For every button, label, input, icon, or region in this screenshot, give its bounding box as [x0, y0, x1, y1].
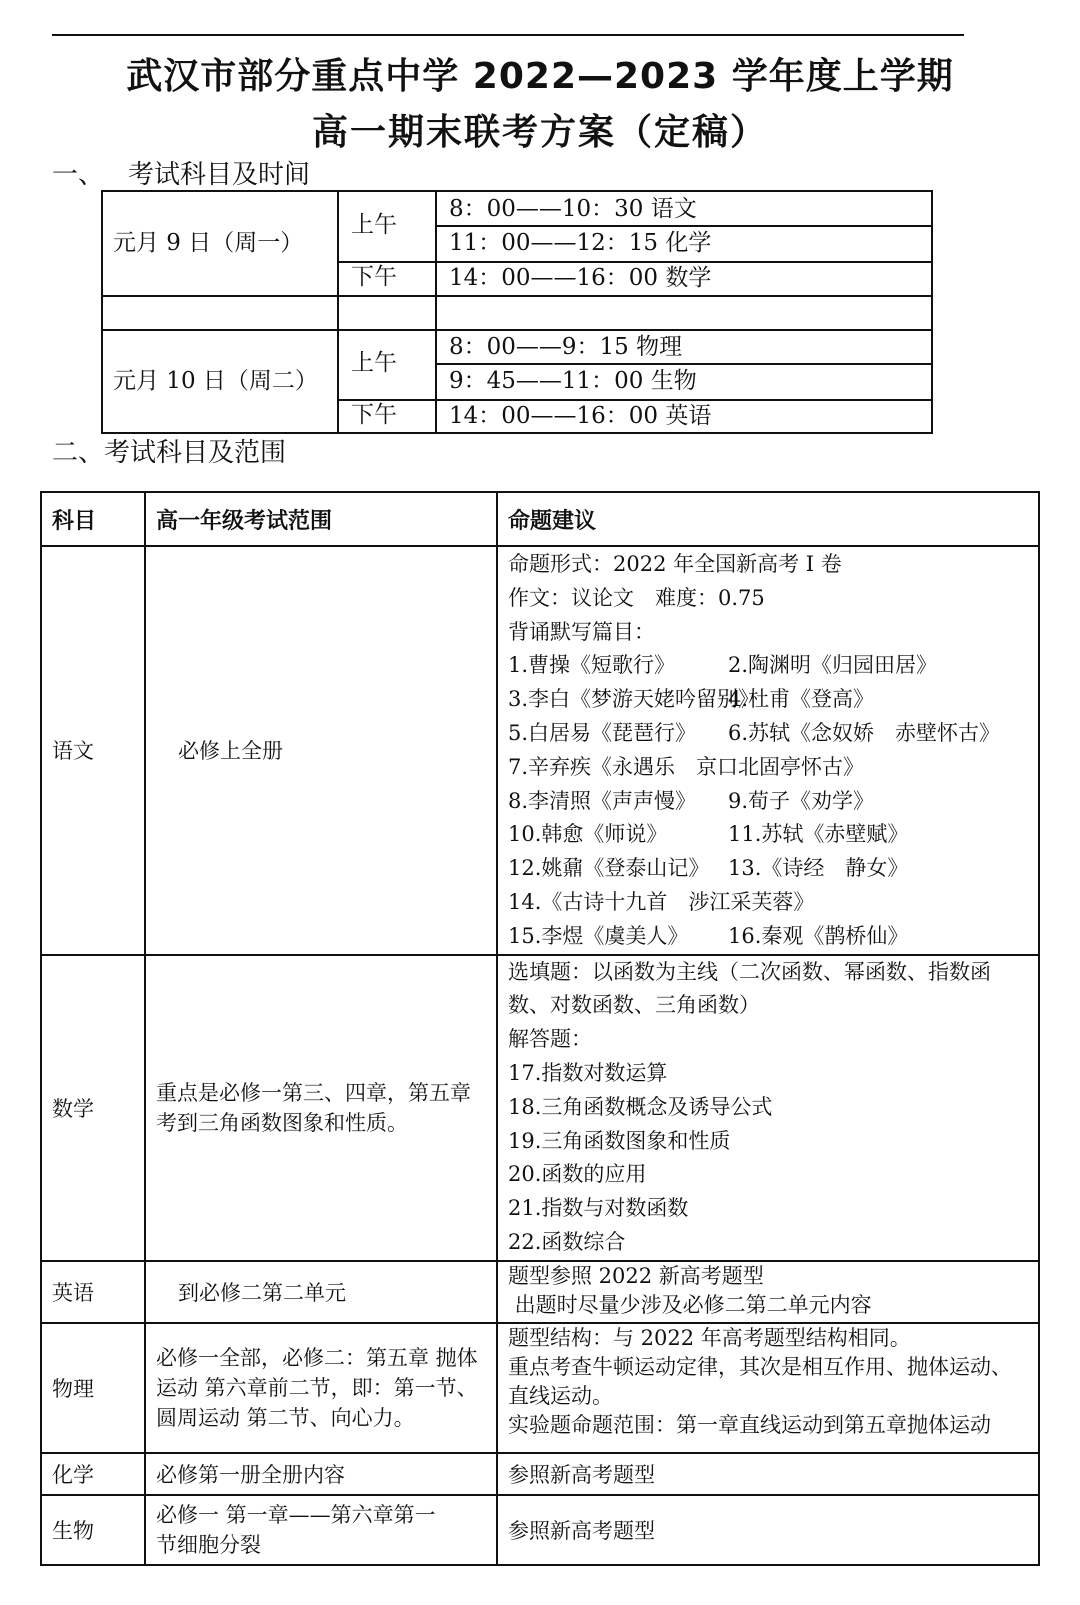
range-text: 重点是必修一第三、四章，第五章考到三角函数图象和性质。 — [156, 1080, 471, 1135]
grid-line — [435, 363, 931, 365]
suggestion-line: 20.函数的应用 — [508, 1162, 647, 1187]
recitation-item: 14.《古诗十九首 涉江采芙蓉》 — [508, 889, 815, 914]
header-range: 高一年级考试范围 — [145, 492, 497, 546]
top-rule — [52, 34, 964, 36]
table-row — [41, 1495, 1039, 1565]
day1-date: 元月 9 日（周一） — [113, 230, 304, 256]
suggestion-line: 18.三角函数概念及诱导公式 — [508, 1094, 773, 1119]
recitation-item: 7.辛弃疾《永遇乐 京口北固亭怀古》 — [508, 754, 865, 779]
suggestion-line: 背诵默写篇目： — [508, 619, 655, 644]
exam-scope-table — [40, 491, 1040, 1566]
grid-line — [435, 225, 931, 227]
document-subtitle: 高一期末联考方案（定稿） — [311, 112, 768, 153]
recitation-pair — [508, 751, 1028, 785]
range-text: 必修一 第一章——第六章第一节细胞分裂 — [156, 1502, 436, 1557]
suggestion-cell — [497, 1323, 1039, 1453]
range-cell — [145, 1261, 497, 1323]
day2-pm-label: 下午 — [351, 402, 397, 428]
subject-cell: 化学 — [41, 1453, 145, 1495]
section-2-heading: 二、考试科目及范围 — [52, 438, 287, 468]
grid-line — [103, 329, 931, 331]
recitation-item: 10.韩愈《师说》 — [508, 822, 668, 847]
range-cell — [145, 546, 497, 955]
exam-schedule-table — [101, 190, 933, 434]
recitation-pair — [508, 785, 1028, 819]
suggestion-line: 直线运动。 — [508, 1383, 613, 1408]
grid-line — [337, 261, 931, 263]
grid-line — [337, 399, 931, 401]
day1-slot-1: 8：00——10：30 语文 — [449, 196, 697, 222]
recitation-item: 11.苏轼《赤壁赋》 — [728, 822, 909, 847]
range-cell — [145, 1323, 497, 1453]
suggestion-cell — [497, 955, 1039, 1261]
recitation-pair — [508, 886, 1028, 920]
recitation-item: 15.李煜《虞美人》 — [508, 923, 689, 948]
suggestion-cell: 参照新高考题型 — [497, 1495, 1039, 1565]
recitation-item: 3.李白《梦游天姥吟留别》 — [508, 687, 760, 712]
section-1-number: 一、 — [52, 160, 105, 190]
subject-cell: 英语 — [41, 1261, 145, 1323]
day2-slot-3: 14：00——16：00 英语 — [449, 403, 712, 429]
subject-cell: 生物 — [41, 1495, 145, 1565]
recitation-pair — [508, 818, 1028, 852]
subject-cell: 物理 — [41, 1323, 145, 1453]
suggestion-line: 题型结构：与 2022 年高考题型结构相同。 — [508, 1325, 911, 1350]
recitation-item: 16.秦观《鹊桥仙》 — [728, 923, 909, 948]
grid-line — [103, 295, 931, 297]
recitation-item: 5.白居易《琵琶行》 — [508, 720, 697, 745]
range-cell — [145, 955, 497, 1261]
suggestion-line: 作文：议论文 难度：0.75 — [508, 585, 765, 610]
table-row — [41, 1323, 1039, 1453]
suggestion-line: 题型参照 2022 新高考题型 — [508, 1263, 764, 1288]
suggestion-line: 数、对数函数、三角函数） — [508, 993, 760, 1018]
recitation-item: 2.陶渊明《归园田居》 — [728, 653, 938, 678]
recitation-item: 8.李清照《声声慢》 — [508, 788, 697, 813]
range-text: 到必修二第二单元 — [178, 1280, 346, 1305]
grid-line — [435, 192, 437, 432]
table-header-row — [41, 492, 1039, 546]
recitation-item: 9.荀子《劝学》 — [728, 788, 875, 813]
recitation-pair — [508, 920, 1028, 954]
recitation-pair — [508, 717, 1028, 751]
grid-line — [337, 192, 339, 432]
table-row — [41, 955, 1039, 1261]
suggestion-line: 17.指数对数运算 — [508, 1060, 668, 1085]
range-text: 必修上全册 — [178, 739, 283, 764]
subject-cell: 语文 — [41, 546, 145, 955]
day2-am-label: 上午 — [351, 350, 397, 376]
suggestion-cell — [497, 1261, 1039, 1323]
document-title: 武汉市部分重点中学 2022—2023 学年度上学期 — [126, 56, 954, 97]
day1-slot-2: 11：00——12：15 化学 — [449, 230, 712, 256]
recitation-item: 1.曹操《短歌行》 — [508, 653, 676, 678]
recitation-item: 4.杜甫《登高》 — [728, 687, 875, 712]
section-1-title: 考试科目及时间 — [128, 160, 311, 190]
day2-date: 元月 10 日（周二） — [113, 368, 318, 394]
range-cell: 必修第一册全册内容 — [145, 1453, 497, 1495]
header-suggestion: 命题建议 — [497, 492, 1039, 546]
suggestion-line: 出题时尽量少涉及必修二第二单元内容 — [508, 1292, 872, 1317]
range-text: 必修一全部，必修二：第五章 抛体运动 第六章前二节，即：第一节、圆周运动 第二节、向心力。 — [156, 1345, 478, 1430]
section-1-heading — [52, 154, 310, 191]
day1-pm-label: 下午 — [351, 264, 397, 290]
suggestion-cell: 参照新高考题型 — [497, 1453, 1039, 1495]
suggestion-line: 21.指数与对数函数 — [508, 1196, 689, 1221]
subject-cell: 数学 — [41, 955, 145, 1261]
day1-slot-3: 14：00——16：00 数学 — [449, 265, 712, 291]
suggestion-line: 解答题： — [508, 1027, 592, 1052]
table-row — [41, 1453, 1039, 1495]
suggestion-cell — [497, 546, 1039, 955]
suggestion-line: 实验题命题范围：第一章直线运动到第五章抛体运动 — [508, 1412, 991, 1437]
day2-slot-2: 9：45——11：00 生物 — [449, 368, 697, 394]
suggestion-line: 命题形式：2022 年全国新高考 I 卷 — [508, 552, 842, 576]
recitation-item: 6.苏轼《念奴娇 赤壁怀古》 — [728, 720, 1001, 745]
recitation-pair — [508, 649, 1028, 683]
recitation-pair — [508, 683, 1028, 717]
suggestion-line: 重点考查牛顿运动定律，其次是相互作用、抛体运动、 — [508, 1354, 1012, 1379]
day1-am-label: 上午 — [351, 212, 397, 238]
header-subject: 科目 — [41, 492, 145, 546]
suggestion-line: 选填题：以函数为主线（二次函数、幂函数、指数函 — [508, 959, 991, 984]
range-cell — [145, 1495, 497, 1565]
day2-slot-1: 8：00——9：15 物理 — [449, 334, 683, 360]
recitation-item: 13.《诗经 静女》 — [728, 856, 909, 881]
suggestion-line: 19.三角函数图象和性质 — [508, 1128, 731, 1153]
suggestion-line: 22.函数综合 — [508, 1229, 626, 1254]
table-row — [41, 1261, 1039, 1323]
recitation-pair — [508, 852, 1028, 886]
table-row — [41, 546, 1039, 955]
recitation-item: 12.姚鼐《登泰山记》 — [508, 856, 710, 881]
